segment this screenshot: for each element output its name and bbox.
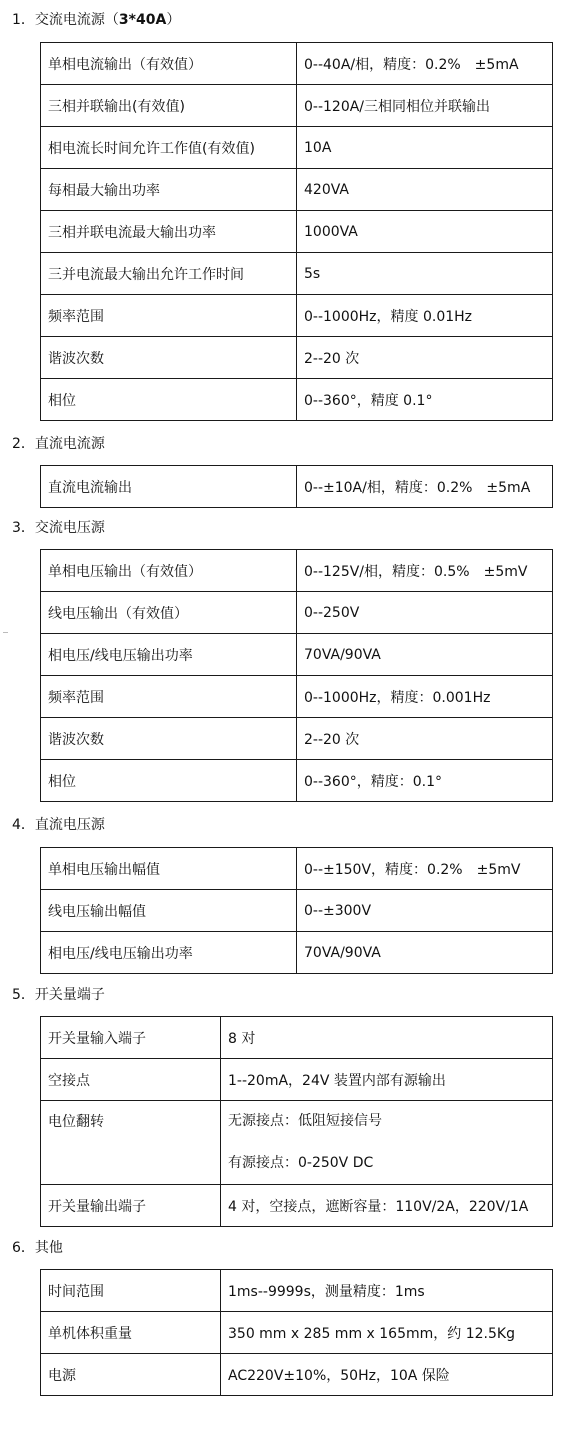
param-value: 8 对: [221, 1017, 553, 1059]
param-name: 谐波次数: [41, 337, 297, 379]
table-row: [41, 43, 553, 85]
margin-mark: [3, 632, 8, 633]
param-value: 0--1000Hz，精度：0.001Hz: [297, 676, 553, 718]
param-name: 三相并联输出(有效值): [41, 85, 297, 127]
param-value: 70VA/90VA: [297, 634, 553, 676]
section-heading: 3．交流电压源: [12, 520, 105, 536]
spec-table: [40, 549, 553, 802]
table-row: [41, 932, 553, 974]
table-row: [41, 848, 553, 890]
param-name: 三并电流最大输出允许工作时间: [41, 253, 297, 295]
table-row: [41, 890, 553, 932]
param-value-line: 无源接点：低阻短接信号: [228, 1113, 382, 1129]
param-name: 相电流长时间允许工作值(有效值): [41, 127, 297, 169]
table-row: [41, 466, 553, 508]
table-row: [41, 1270, 553, 1312]
param-name: 相位: [41, 379, 297, 421]
param-name: 每相最大输出功率: [41, 169, 297, 211]
spec-table: [40, 847, 553, 974]
table-row: [41, 1059, 553, 1101]
param-name: 相位: [41, 760, 297, 802]
table-row: [41, 550, 553, 592]
param-value: 5s: [297, 253, 553, 295]
param-name: 单机体积重量: [41, 1312, 221, 1354]
param-value: 2--20 次: [297, 337, 553, 379]
param-value: 0--360°，精度 0.1°: [297, 379, 553, 421]
table-row: [41, 718, 553, 760]
table-row: [41, 1101, 553, 1185]
table-row: [41, 379, 553, 421]
spec-table: [40, 42, 553, 421]
param-value: 0--250V: [297, 592, 553, 634]
spec-table: [40, 465, 553, 508]
table-row: [41, 1354, 553, 1396]
param-name: 时间范围: [41, 1270, 221, 1312]
param-name: 空接点: [41, 1059, 221, 1101]
param-value: 0--1000Hz，精度 0.01Hz: [297, 295, 553, 337]
param-name: 谐波次数: [41, 718, 297, 760]
param-name: 开关量输出端子: [41, 1185, 221, 1227]
spec-table: [40, 1016, 553, 1227]
param-value: 0--360°，精度：0.1°: [297, 760, 553, 802]
table-row: [41, 1312, 553, 1354]
param-value: 10A: [297, 127, 553, 169]
param-value: 350 mm x 285 mm x 165mm，约 12.5Kg: [221, 1312, 553, 1354]
table-row: [41, 634, 553, 676]
param-name: 单相电流输出（有效值）: [41, 43, 297, 85]
param-name: 单相电压输出幅值: [41, 848, 297, 890]
param-value: 1--20mA，24V 装置内部有源输出: [221, 1059, 553, 1101]
param-name: 线电压输出幅值: [41, 890, 297, 932]
section-heading: 2．直流电流源: [12, 436, 105, 452]
table-row: [41, 337, 553, 379]
table-row: [41, 253, 553, 295]
param-value: 0--±10A/相，精度：0.2% ±5mA: [297, 466, 553, 508]
param-value-line: 有源接点：0-250V DC: [228, 1155, 374, 1171]
param-name: 频率范围: [41, 295, 297, 337]
param-value: [221, 1101, 553, 1185]
param-value: AC220V±10%，50Hz，10A 保险: [221, 1354, 553, 1396]
table-row: [41, 169, 553, 211]
param-value: 4 对，空接点，遮断容量：110V/2A，220V/1A: [221, 1185, 553, 1227]
table-row: [41, 85, 553, 127]
param-value: 420VA: [297, 169, 553, 211]
param-name: 直流电流输出: [41, 466, 297, 508]
param-value: 0--125V/相，精度：0.5% ±5mV: [297, 550, 553, 592]
section-heading: 6．其他: [12, 1240, 63, 1256]
param-value: 0--±150V，精度：0.2% ±5mV: [297, 848, 553, 890]
param-value: 1ms--9999s，测量精度：1ms: [221, 1270, 553, 1312]
param-name: 频率范围: [41, 676, 297, 718]
table-row: [41, 592, 553, 634]
param-value: 0--40A/相，精度：0.2% ±5mA: [297, 43, 553, 85]
section-heading: 5．开关量端子: [12, 987, 105, 1003]
param-name: 相电压/线电压输出功率: [41, 634, 297, 676]
param-value: 1000VA: [297, 211, 553, 253]
table-row: [41, 1017, 553, 1059]
param-name: 三相并联电流最大输出功率: [41, 211, 297, 253]
param-value: 2--20 次: [297, 718, 553, 760]
param-name: 电位翻转: [41, 1101, 221, 1185]
table-row: [41, 760, 553, 802]
param-value: 0--120A/三相同相位并联输出: [297, 85, 553, 127]
param-value: 0--±300V: [297, 890, 553, 932]
param-name: 单相电压输出（有效值）: [41, 550, 297, 592]
param-name: 开关量输入端子: [41, 1017, 221, 1059]
table-row: [41, 1185, 553, 1227]
param-value: 70VA/90VA: [297, 932, 553, 974]
table-row: [41, 676, 553, 718]
section-heading: 1．交流电流源（3*40A）: [12, 12, 181, 28]
param-name: 线电压输出（有效值）: [41, 592, 297, 634]
section-heading: 4．直流电压源: [12, 817, 105, 833]
table-row: [41, 295, 553, 337]
spec-table: [40, 1269, 553, 1396]
param-name: 相电压/线电压输出功率: [41, 932, 297, 974]
table-row: [41, 211, 553, 253]
table-row: [41, 127, 553, 169]
param-name: 电源: [41, 1354, 221, 1396]
